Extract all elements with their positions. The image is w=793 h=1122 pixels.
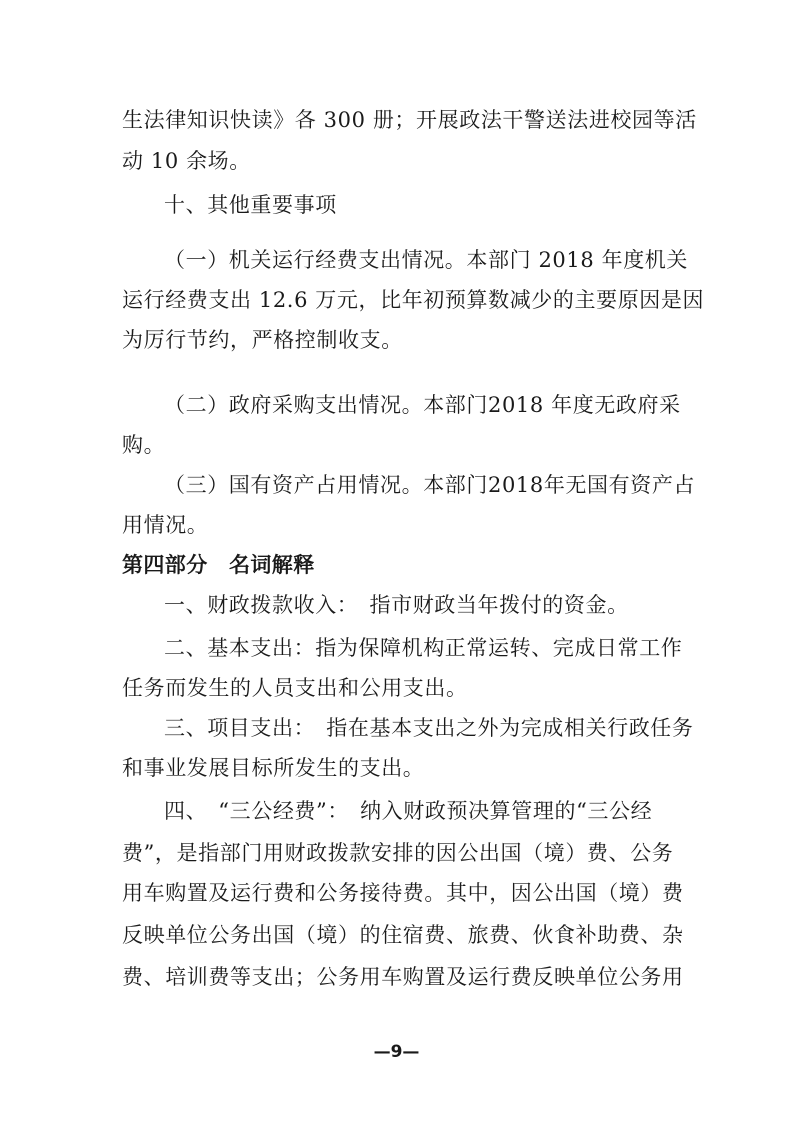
body-line-admin-expense-3: 为厉行节约，严格控制收支。 <box>122 328 403 352</box>
term-three-public-5: 费、培训费等支出；公务用车购置及运行费反映单位公务用 <box>122 965 684 989</box>
body-line-procurement-1: （二）政府采购支出情况。本部门2018 年度无政府采 <box>164 393 681 417</box>
term-project-expense-1: 三、项目支出： 指在基本支出之外为完成相关行政任务 <box>164 716 694 740</box>
term-basic-expense-1: 二、基本支出：指为保障机构正常运转、完成日常工作 <box>164 636 683 660</box>
body-line-assets-2: 用情况。 <box>122 513 209 537</box>
term-three-public-1: 四、 “三公经费”： 纳入财政预决算管理的“三公经 <box>164 799 653 823</box>
term-fiscal-revenue: 一、财政拨款收入： 指市财政当年拨付的资金。 <box>164 593 629 617</box>
page-number: —9— <box>373 1042 420 1062</box>
body-line-assets-1: （三）国有资产占用情况。本部门2018年无国有资产占 <box>164 473 696 497</box>
body-line-procurement-2: 购。 <box>122 433 166 457</box>
body-line-2: 动 10 余场。 <box>122 149 251 173</box>
term-three-public-2: 费”，是指部门用财政拨款安排的因公出国（境）费、公务 <box>122 841 674 865</box>
body-line-admin-expense-2: 运行经费支出 12.6 万元，比年初预算数减少的主要原因是因 <box>122 288 705 312</box>
part-four-heading: 第四部分 名词解释 <box>122 553 315 577</box>
body-line-admin-expense-1: （一）机关运行经费支出情况。本部门 2018 年度机关 <box>164 248 688 272</box>
section-heading-ten: 十、其他重要事项 <box>164 193 337 217</box>
term-basic-expense-2: 任务而发生的人员支出和公用支出。 <box>122 676 468 700</box>
body-line-1: 生法律知识快读》各 300 册；开展政法干警送法进校园等活 <box>122 108 697 132</box>
term-project-expense-2: 和事业发展目标所发生的支出。 <box>122 756 425 780</box>
term-three-public-4: 反映单位公务出国（境）的住宿费、旅费、伙食补助费、杂 <box>122 923 684 947</box>
term-three-public-3: 用车购置及运行费和公务接待费。其中，因公出国（境）费 <box>122 881 684 905</box>
